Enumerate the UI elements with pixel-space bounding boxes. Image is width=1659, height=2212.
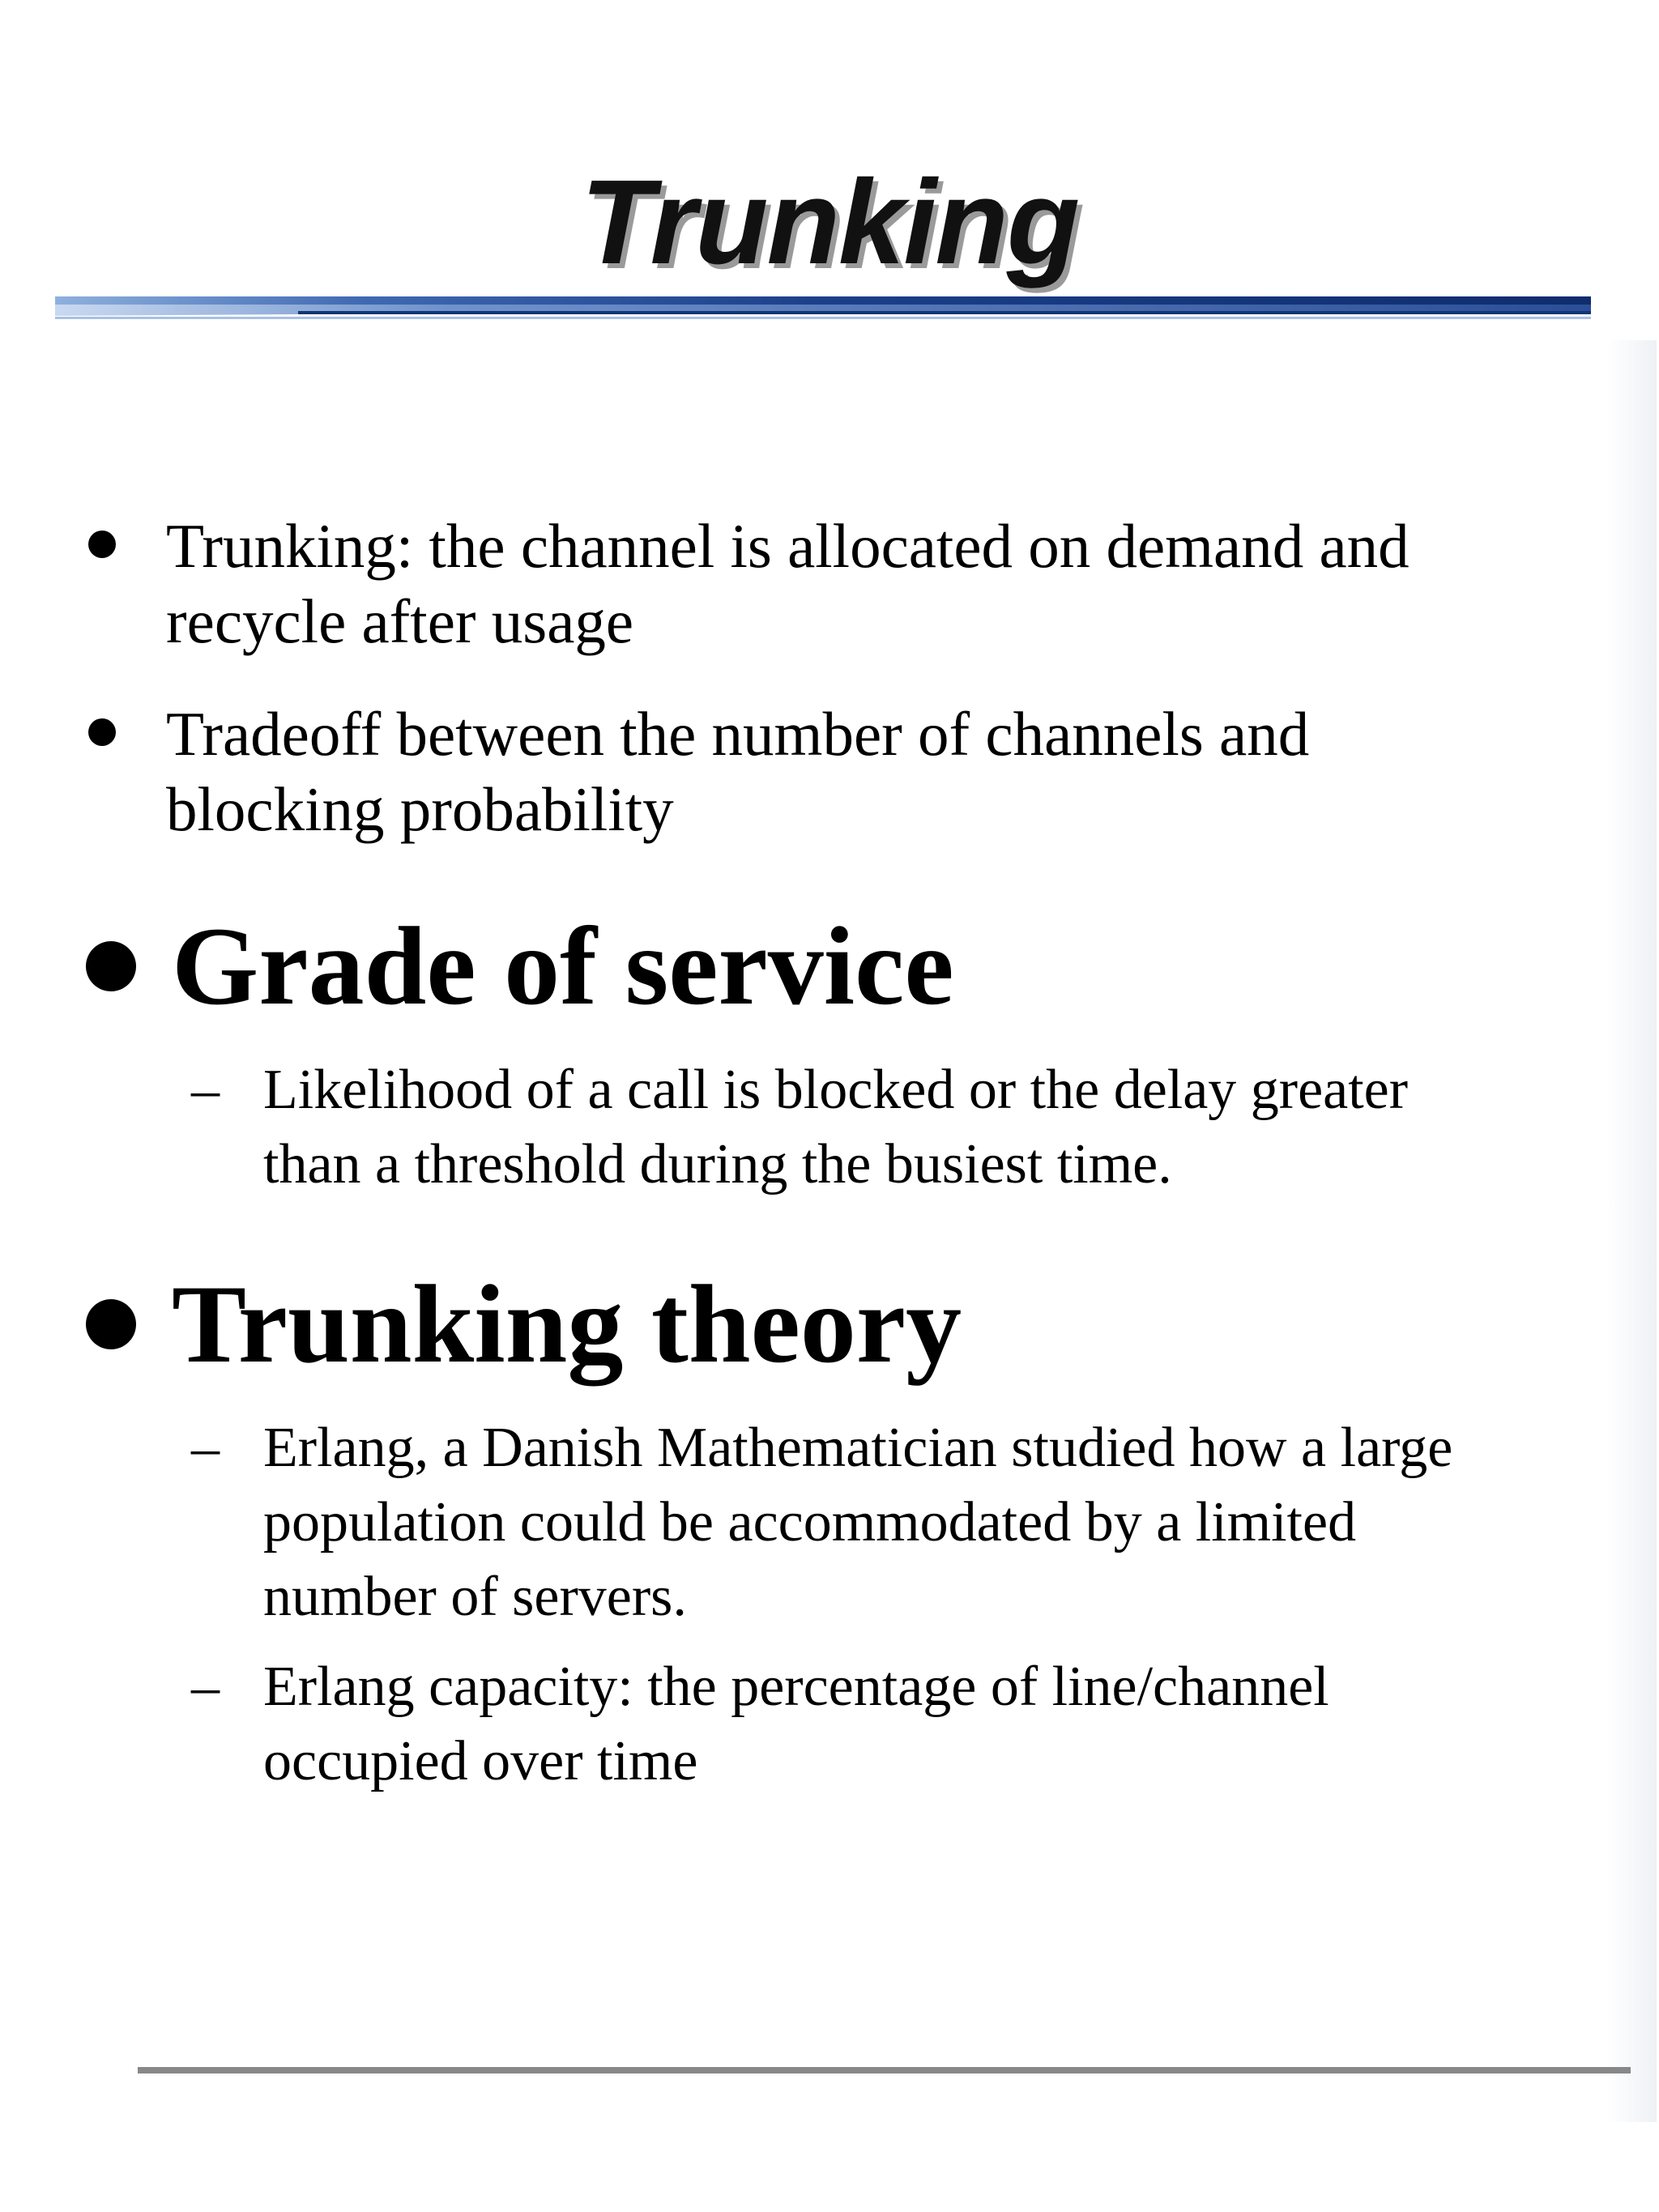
bullet-line: blocking probability (166, 774, 674, 844)
sub-item-line: number of servers. (263, 1566, 687, 1628)
section-heading: Trunking theory (172, 1262, 962, 1386)
right-edge-shade (1608, 340, 1657, 2122)
dash-icon: – (191, 1656, 220, 1718)
bullet-line: Trunking: the channel is allocated on demand and (166, 511, 1410, 581)
dash-icon: – (191, 1417, 220, 1479)
sub-item-line: Erlang capacity: the percentage of line/channel (263, 1656, 1329, 1718)
bullet-dot-icon (88, 718, 116, 746)
dash-icon: – (191, 1059, 220, 1121)
bullet-dot-icon (86, 941, 136, 991)
title-underline-graphic (55, 295, 1591, 321)
sub-item-line: occupied over time (263, 1730, 698, 1792)
bullet-dot-icon (86, 1299, 136, 1349)
slide-title: Trunking (580, 156, 1079, 289)
sub-item-line: Likelihood of a call is blocked or the delay greater (263, 1059, 1409, 1121)
section-heading: Grade of service (172, 904, 954, 1028)
footer-rule (138, 2067, 1631, 2073)
sub-item-line: population could be accommodated by a limited (263, 1491, 1357, 1554)
bullet-line: recycle after usage (166, 586, 634, 656)
title-underline (55, 295, 1591, 321)
sub-item-line: Erlang, a Danish Mathematician studied how a large (263, 1417, 1453, 1479)
bullet-line: Tradeoff between the number of channels and (166, 699, 1310, 769)
bullet-dot-icon (88, 531, 116, 558)
sub-item-line: than a threshold during the busiest time. (263, 1133, 1172, 1196)
